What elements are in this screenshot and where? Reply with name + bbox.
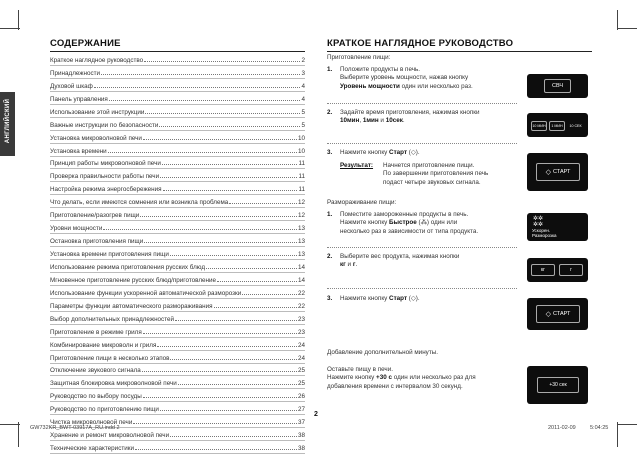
toc-leader-dots xyxy=(159,126,300,127)
step-1-text xyxy=(340,66,525,91)
crop-mark xyxy=(18,10,19,30)
toc-entry-title: Использование этой инструкции xyxy=(50,108,145,116)
toc-entry-title: Панель управления xyxy=(50,95,108,103)
toc-entry[interactable] xyxy=(50,208,305,221)
step-1-line: Положите продукты в печь. xyxy=(340,66,421,73)
defrost-line: Поместите замороженные продукты в печь. xyxy=(340,211,469,218)
result-label: Результат: xyxy=(340,162,374,169)
toc-entry-page: 12 xyxy=(297,212,305,220)
d1-post: (⁂) один или xyxy=(416,219,458,227)
sep-text: , xyxy=(359,117,363,125)
defrost-line xyxy=(340,219,525,227)
step-3-post: (◇). xyxy=(407,149,420,156)
toc-entry-title: Настройка режима энергосбережения xyxy=(50,186,162,194)
toc-entry-page: 5 xyxy=(301,121,305,129)
toc-entry[interactable] xyxy=(50,53,305,66)
toc-entry-title: Отключение звукового сигнала xyxy=(50,367,141,375)
toc-entry-title: Чистка микроволновой печи xyxy=(50,419,133,427)
step-3-number: 3. xyxy=(327,149,333,156)
add-line xyxy=(327,374,522,382)
g-label: г xyxy=(352,261,356,269)
toc-entry[interactable] xyxy=(50,441,305,454)
footer-date: 2011-02-09 xyxy=(548,425,576,431)
toc-entry-page: 4 xyxy=(301,82,305,90)
power-panel xyxy=(527,74,588,98)
separator xyxy=(327,247,517,248)
toc-entry[interactable] xyxy=(50,195,305,208)
toc-entry-title: Важные инструкции по безопасности xyxy=(50,121,159,129)
toc-entry-title: Принадлежности xyxy=(50,69,101,77)
one-min-button[interactable]: 1 МИН xyxy=(549,121,565,131)
start-panel-2 xyxy=(527,298,588,330)
toc-entry[interactable] xyxy=(50,338,305,351)
toc-entry-page: 24 xyxy=(297,354,305,362)
toc-entry-title: Что делать, если имеются сомнения или возникла проблема xyxy=(50,199,229,207)
weight-panel xyxy=(527,258,588,282)
power-level-label: Уровень мощности xyxy=(340,82,400,90)
toc-entry-page: 27 xyxy=(297,406,305,414)
toc-entry[interactable] xyxy=(50,105,305,118)
step-1-number: 1. xyxy=(327,66,333,73)
table-of-contents xyxy=(50,53,305,454)
plus30-label: +30 с xyxy=(376,374,392,382)
toc-entry[interactable] xyxy=(50,157,305,170)
quick-defrost-panel xyxy=(527,213,588,241)
toc-entry-title: Проверка правильности работы печи xyxy=(50,173,160,181)
toc-entry-title: Приготовление пищи в несколько этапов xyxy=(50,354,170,362)
toc-entry-page: 23 xyxy=(297,315,305,323)
toc-leader-dots xyxy=(175,320,297,321)
page-number: 2 xyxy=(314,411,318,418)
kg-button[interactable]: кг xyxy=(531,264,555,276)
start-button[interactable] xyxy=(536,305,580,323)
defrost-step-1-number: 1. xyxy=(327,211,333,218)
toc-entry[interactable] xyxy=(50,169,305,182)
crop-mark xyxy=(18,422,19,447)
toc-entry-page: 26 xyxy=(297,393,305,401)
toc-leader-dots xyxy=(144,242,297,243)
toc-entry-page: 24 xyxy=(297,341,305,349)
toc-entry-title: Технические характеристики xyxy=(50,445,135,453)
guide-title: КРАТКОЕ НАГЛЯДНОЕ РУКОВОДСТВО xyxy=(327,38,514,49)
result-line: Начнется приготовление пищи. xyxy=(383,162,475,169)
toc-entry[interactable] xyxy=(50,286,305,299)
guide-title-rule xyxy=(327,51,592,52)
add-line: Оставьте пищу в печи. xyxy=(327,366,393,373)
toc-entry-page: 11 xyxy=(298,160,305,168)
toc-leader-dots xyxy=(101,74,300,75)
toc-entry-title: Установка времени приготовления пищи xyxy=(50,251,169,258)
toc-entry-title: Краткое наглядное руководство xyxy=(50,56,144,64)
time-panel xyxy=(527,113,588,137)
toc-leader-dots xyxy=(206,268,297,269)
toc-entry-title: Приготовление/разогрев пищи xyxy=(50,212,140,220)
toc-entry-page: 2 xyxy=(301,56,305,64)
step-3-text xyxy=(340,149,420,157)
toc-entry-page: 5 xyxy=(301,108,305,116)
language-tab-label: АНГЛИЙСКИЙ xyxy=(5,98,11,144)
start-diamond-icon: ◇ xyxy=(545,169,551,176)
step-2-text xyxy=(340,109,525,126)
toc-entry-title: Руководство по выбору посуды xyxy=(50,393,142,401)
toc-entry[interactable] xyxy=(50,144,305,157)
toc-entry-title: Использование режима приготовления русских блюд xyxy=(50,263,206,271)
toc-leader-dots xyxy=(162,164,298,165)
quick-l1: Ускорен. xyxy=(532,228,551,233)
toc-leader-dots xyxy=(178,384,297,385)
add-pre: Нажмите кнопку xyxy=(327,374,377,382)
ten-sec-label: 10сек xyxy=(385,117,403,125)
toc-leader-dots xyxy=(142,371,297,372)
toc-leader-dots xyxy=(135,449,297,450)
toc-entry[interactable] xyxy=(50,247,305,260)
crop-mark xyxy=(0,28,20,29)
toc-entry-page: 10 xyxy=(297,134,305,142)
toc-entry-title: Выбор дополнительных принадлежностей xyxy=(50,315,175,323)
footer-file: GW732KR_BWT-03917A_RU.indd 2 xyxy=(30,425,120,431)
ten-sec-button[interactable]: 10 СЕК xyxy=(567,121,584,131)
plus30-panel xyxy=(527,366,588,404)
toc-entry-title: Использование функции ускоренной автоматической разморозки xyxy=(50,289,242,297)
separator xyxy=(327,103,517,104)
toc-entry[interactable] xyxy=(50,182,305,195)
result-text xyxy=(383,162,523,187)
toc-leader-dots xyxy=(242,294,297,295)
cooking-heading: Приготовление пищи: xyxy=(327,54,391,61)
defrost-step-2-number: 2. xyxy=(327,253,333,260)
toc-entry[interactable] xyxy=(50,402,305,415)
quick-label: Быстрое xyxy=(389,219,417,227)
toc-leader-dots xyxy=(217,281,297,282)
toc-title: СОДЕРЖАНИЕ xyxy=(50,38,121,49)
toc-entry-page: 38 xyxy=(297,432,305,440)
start-diamond-icon: ◇ xyxy=(545,311,551,318)
power-level-button[interactable]: СВЧ xyxy=(544,79,571,93)
crop-mark xyxy=(617,28,637,29)
toc-entry[interactable] xyxy=(50,118,305,131)
toc-leader-dots xyxy=(170,255,297,256)
d2-mid: и xyxy=(345,261,353,269)
toc-entry[interactable] xyxy=(50,66,305,79)
add-post: один или несколько раз для xyxy=(391,374,476,382)
toc-entry-title: Духовой шкаф xyxy=(50,82,93,90)
defrost-step-3-text xyxy=(340,295,420,303)
d3-pre: Нажмите кнопку xyxy=(340,295,390,302)
separator xyxy=(327,288,517,289)
step-2-line: Задайте время приготовления, нажимая кнопки xyxy=(340,109,480,116)
toc-title-rule xyxy=(50,51,305,52)
toc-entry-page: 3 xyxy=(301,69,305,77)
result-line: подаст четыре звуковых сигнала. xyxy=(383,178,481,186)
toc-entry-page: 12 xyxy=(297,199,305,207)
add-minute-text xyxy=(327,366,522,391)
toc-leader-dots xyxy=(109,100,301,101)
toc-entry-page: 25 xyxy=(297,367,305,375)
sep-text: и xyxy=(378,117,386,125)
step-1-line: Выберите уровень мощности, нажав кнопку xyxy=(340,74,469,82)
d1-pre: Нажмите кнопку xyxy=(340,219,390,227)
toc-leader-dots xyxy=(143,333,297,334)
toc-entry-title: Приготовление в режиме гриля xyxy=(50,328,142,336)
defrost-step-3-number: 3. xyxy=(327,295,333,302)
d2-end: . xyxy=(355,261,358,269)
defrost-step-2-text xyxy=(340,253,525,270)
toc-entry[interactable] xyxy=(50,389,305,402)
start-panel xyxy=(527,153,588,191)
defrost-heading: Размораживание пищи: xyxy=(327,199,397,206)
toc-leader-dots xyxy=(160,177,297,178)
toc-leader-dots xyxy=(140,216,297,217)
toc-entry-page: 4 xyxy=(301,95,305,103)
toc-entry-page: 11 xyxy=(298,173,305,181)
toc-entry-title: Установка микроволновой печи xyxy=(50,134,142,142)
toc-entry[interactable] xyxy=(50,312,305,325)
ten-min-label: 10мин xyxy=(340,117,360,125)
toc-entry-page: 38 xyxy=(297,445,305,453)
crop-mark xyxy=(0,424,20,425)
toc-entry[interactable] xyxy=(50,131,305,144)
toc-entry-page: 14 xyxy=(297,263,305,271)
toc-entry-page: 37 xyxy=(297,419,305,427)
defrost-line xyxy=(340,261,525,269)
step-1-tail: один или несколько раз. xyxy=(399,82,473,90)
ten-min-button[interactable]: 10 МИН xyxy=(531,121,547,131)
toc-entry-page: 10 xyxy=(297,147,305,155)
toc-leader-dots xyxy=(229,203,297,204)
toc-entry-page: 13 xyxy=(297,238,305,246)
toc-entry-page: 11 xyxy=(298,186,305,194)
start-label: Старт xyxy=(389,149,408,156)
toc-entry[interactable] xyxy=(50,351,305,364)
toc-entry[interactable] xyxy=(50,364,305,377)
toc-leader-dots xyxy=(143,397,297,398)
toc-leader-dots xyxy=(170,436,297,437)
defrost-line: Выберите вес продукта, нажимая кнопки xyxy=(340,253,460,260)
add-line: добавления времени с интервалом 30 секунд. xyxy=(327,382,463,390)
start-button-label: СТАРТ xyxy=(552,311,571,317)
toc-leader-dots xyxy=(103,229,297,230)
toc-entry-page: 25 xyxy=(297,380,305,388)
toc-entry-title: Уровни мощности xyxy=(50,225,103,233)
toc-entry-page: 13 xyxy=(297,225,305,233)
toc-entry[interactable] xyxy=(50,325,305,338)
toc-entry-page: 22 xyxy=(297,302,305,310)
one-min-label: 1мин xyxy=(362,117,379,125)
result-line: По завершении приготовления печь xyxy=(383,170,489,178)
toc-leader-dots xyxy=(108,152,297,153)
toc-entry-title: Защитная блокировка микроволновой печи xyxy=(50,380,177,388)
kg-label: кг xyxy=(340,261,346,269)
start-label: Старт xyxy=(389,295,408,302)
toc-entry[interactable] xyxy=(50,221,305,234)
quick-l2: Разморозка xyxy=(532,233,557,238)
toc-leader-dots xyxy=(170,359,297,360)
d3-post: (◇). xyxy=(407,295,420,302)
toc-leader-dots xyxy=(214,307,297,308)
toc-entry[interactable] xyxy=(50,273,305,286)
step-2-line xyxy=(340,117,525,125)
toc-leader-dots xyxy=(163,190,298,191)
crop-mark xyxy=(617,422,618,447)
toc-entry-page: 14 xyxy=(297,276,305,284)
toc-entry[interactable] xyxy=(50,92,305,105)
toc-entry[interactable] xyxy=(50,376,305,389)
defrost-line: несколько раз в зависимости от типа продукта. xyxy=(340,227,479,235)
toc-leader-dots xyxy=(94,87,301,88)
quick-defrost-button[interactable] xyxy=(532,228,557,238)
quick-defrost-icon: ✲✲ ✲✲ xyxy=(533,216,544,228)
step-3-pre: Нажмите кнопку xyxy=(340,149,390,156)
footer-time: 5:04:25 xyxy=(590,425,609,431)
toc-entry-title: Установка времени xyxy=(50,147,107,155)
crop-mark xyxy=(617,424,637,425)
language-side-tab xyxy=(0,92,15,156)
toc-entry[interactable] xyxy=(50,260,305,273)
toc-entry-title: Хранение и ремонт микроволновой печи xyxy=(50,432,170,440)
toc-leader-dots xyxy=(133,423,297,424)
start-button[interactable] xyxy=(536,163,580,181)
toc-entry-title: Руководство по приготовлению пищи xyxy=(50,406,159,414)
step-1-line xyxy=(340,83,525,91)
toc-entry-page: 23 xyxy=(297,328,305,336)
toc-entry-title: Комбинирование микроволн и гриля xyxy=(50,341,157,349)
toc-leader-dots xyxy=(157,346,297,347)
defrost-step-1-text xyxy=(340,211,525,236)
toc-entry[interactable] xyxy=(50,79,305,92)
toc-entry-page: 13 xyxy=(297,251,305,258)
separator xyxy=(327,143,517,144)
toc-entry-title: Остановка приготовления пищи xyxy=(50,238,144,246)
plus30-button[interactable]: +30 сек xyxy=(537,377,579,393)
toc-entry[interactable] xyxy=(50,299,305,312)
toc-leader-dots xyxy=(160,410,297,411)
toc-entry-page: 22 xyxy=(297,289,305,297)
start-button-label: СТАРТ xyxy=(552,169,571,175)
toc-entry[interactable] xyxy=(50,234,305,247)
g-button[interactable]: г xyxy=(559,264,583,276)
toc-entry-title: Принцип работы микроволновой печи xyxy=(50,160,161,168)
sep-text: . xyxy=(402,117,405,125)
step-2-number: 2. xyxy=(327,109,333,116)
toc-leader-dots xyxy=(143,139,297,140)
crop-mark xyxy=(617,10,618,30)
toc-leader-dots xyxy=(144,61,300,62)
toc-leader-dots xyxy=(145,113,300,114)
toc-entry-title: Мгновенное приготовление русских блюд/приготовление xyxy=(50,276,217,284)
add-minute-heading: Добавление дополнительной минуты. xyxy=(327,349,438,356)
toc-entry-title: Параметры функции автоматического размораживания xyxy=(50,302,213,310)
